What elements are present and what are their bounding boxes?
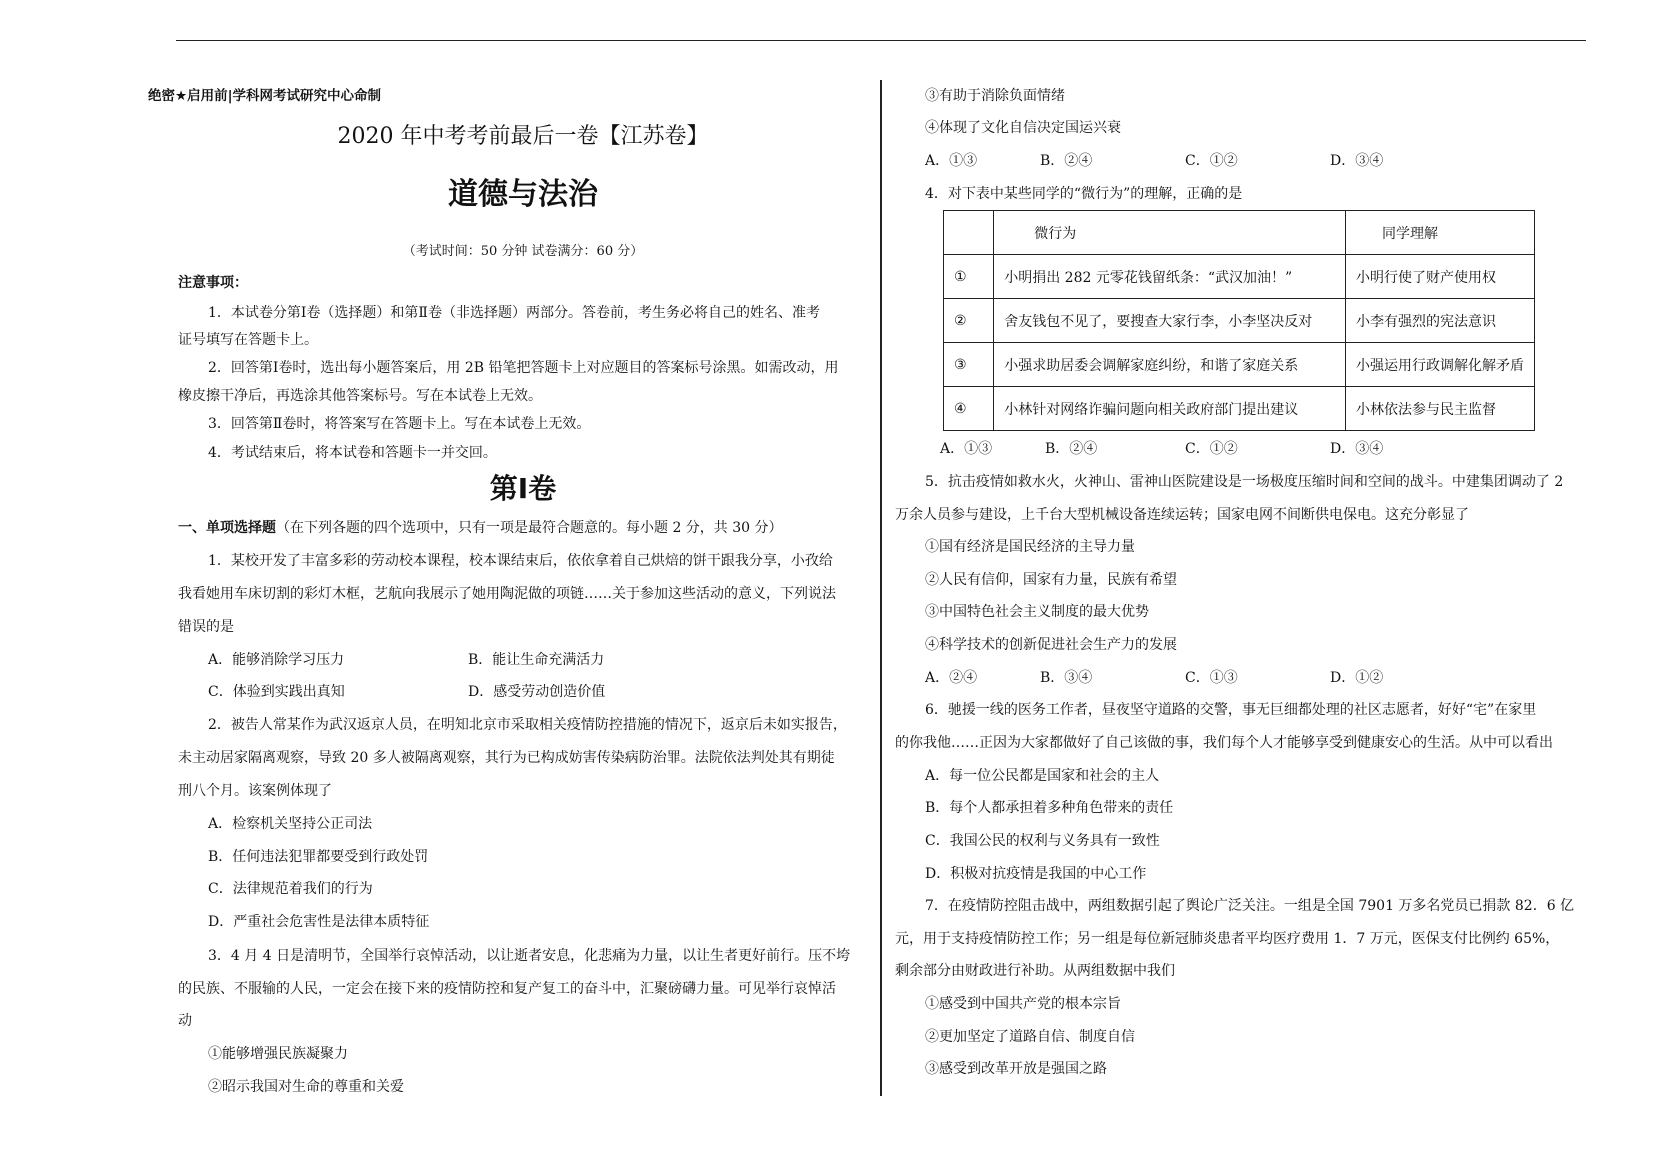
- notice-line: 3．回答第Ⅱ卷时，将答案写在答题卡上。写在本试卷上无效。: [208, 416, 591, 432]
- question-line: 万余人员参与建设，上千台大型机械设备连续运转；国家电网不间断供电保电。这充分彰显了: [895, 507, 1469, 523]
- option-d[interactable]: D．严重社会危害性是法律本质特征: [208, 914, 430, 930]
- table-header-behavior: 微行为: [994, 211, 1346, 255]
- table-header-row: [944, 211, 1535, 255]
- notice-line: 橡皮擦干净后，再选涂其他答案标号。写在本试卷上无效。: [178, 388, 542, 404]
- option-c[interactable]: C．①②: [1185, 153, 1238, 169]
- question-line: 刑八个月。该案例体现了: [178, 783, 332, 799]
- option-d[interactable]: D．积极对抗疫情是我国的中心工作: [925, 866, 1147, 882]
- table-row: [944, 255, 1535, 299]
- table-cell: ③: [944, 343, 994, 387]
- table-cell: 小明行使了财产使用权: [1346, 255, 1535, 299]
- question-line: 4．对下表中某些同学的“微行为”的理解，正确的是: [925, 186, 1243, 202]
- option-b[interactable]: B．任何违法犯罪都要受到行政处罚: [208, 849, 429, 865]
- notice-line: 1．本试卷分第Ⅰ卷（选择题）和第Ⅱ卷（非选择题）两部分。答卷前，考生务必将自己的姓名、准考: [208, 305, 820, 321]
- section-heading: [178, 518, 783, 538]
- question-line: 的你我他……正因为大家都做好了自己该做的事，我们每个人才能够享受到健康安心的生活。从中可以看出: [895, 735, 1553, 751]
- option-a[interactable]: A．能够消除学习压力: [208, 652, 345, 668]
- micro-behavior-table: [943, 210, 1535, 431]
- option-c[interactable]: C．法律规范着我们的行为: [208, 881, 373, 897]
- option-b[interactable]: B．每个人都承担着多种角色带来的责任: [925, 800, 1174, 816]
- option-d[interactable]: D．③④: [1330, 153, 1384, 169]
- question-line: 未主动居家隔离观察，导致 20 多人被隔离观察，其行为已构成妨害传染病防治罪。法院依法判处其有期徒: [178, 750, 835, 766]
- question-line: 3．4 月 4 日是清明节，全国举行哀悼活动，以让逝者安息，化悲痛为力量，以让生者更好前行。压不垮: [208, 948, 851, 964]
- question-line: 1．某校开发了丰富多彩的劳动校本课程，校本课结束后，依依拿着自己烘焙的饼干跟我分享，小孜给: [208, 553, 833, 569]
- statement-item: ④科学技术的创新促进社会生产力的发展: [925, 637, 1177, 653]
- table-cell: 小明捐出 282 元零花钱留纸条：“武汉加油！”: [994, 255, 1346, 299]
- table-cell: [944, 211, 994, 255]
- question-line: 2．被告人常某作为武汉返京人员，在明知北京市采取相关疫情防控措施的情况下，返京后未如实报告，: [208, 717, 847, 733]
- notice-line: 证号填写在答题卡上。: [178, 332, 318, 348]
- table-cell: 小强求助居委会调解家庭纠纷，和谐了家庭关系: [994, 343, 1346, 387]
- option-c[interactable]: C．①③: [1185, 670, 1238, 686]
- table-row: [944, 387, 1535, 431]
- statement-item: ①国有经济是国民经济的主导力量: [925, 539, 1135, 555]
- statement-item: ②更加坚定了道路自信、制度自信: [925, 1029, 1135, 1045]
- notice-line: 2．回答第Ⅰ卷时，选出每小题答案后，用 2B 铅笔把答题卡上对应题目的答案标号涂黑。如需改动，用: [208, 360, 839, 376]
- table-cell: 小林针对网络诈骗问题向相关政府部门提出建议: [994, 387, 1346, 431]
- notice-line: 4．考试结束后，将本试卷和答题卡一并交回。: [208, 445, 497, 461]
- table-header-understanding: 同学理解: [1346, 211, 1535, 255]
- table-cell: ①: [944, 255, 994, 299]
- section-heading-rest: （在下列各题的四个选项中，只有一项是最符合题意的。每小题 2 分，共 30 分）: [276, 520, 783, 536]
- option-c[interactable]: C．①②: [1185, 441, 1238, 457]
- option-a[interactable]: A．每一位公民都是国家和社会的主人: [925, 768, 1160, 784]
- statement-item: ③有助于消除负面情绪: [925, 88, 1065, 104]
- table-cell: 小林依法参与民主监督: [1346, 387, 1535, 431]
- option-c[interactable]: C．我国公民的权利与义务具有一致性: [925, 833, 1160, 849]
- table-row: [944, 343, 1535, 387]
- option-d[interactable]: D．③④: [1330, 441, 1384, 457]
- option-a[interactable]: A．①③: [925, 153, 978, 169]
- question-line: 6．驰援一线的医务工作者，昼夜坚守道路的交警，事无巨细都处理的社区志愿者，好好“宅”在家里: [925, 702, 1537, 718]
- header-rule: [176, 40, 1586, 41]
- secret-mark: 绝密★启用前|学科网考试研究中心命制: [148, 88, 382, 104]
- exam-title: 2020 年中考考前最后一卷【江苏卷】: [337, 124, 709, 149]
- statement-item: ③中国特色社会主义制度的最大优势: [925, 604, 1149, 620]
- exam-meta: （考试时间：50 分钟 试卷满分：60 分）: [402, 244, 644, 259]
- question-line: 我看她用车床切割的彩灯木框，艺航向我展示了她用陶泥做的项链……关于参加这些活动的意义，下列说法: [178, 586, 836, 602]
- option-a[interactable]: A．②④: [925, 670, 978, 686]
- option-b[interactable]: B．②④: [1045, 441, 1098, 457]
- statement-item: ④体现了文化自信决定国运兴衰: [925, 120, 1121, 136]
- question-line: 5．抗击疫情如救水火，火神山、雷神山医院建设是一场极度压缩时间和空间的战斗。中建集团调动了 2: [925, 474, 1564, 490]
- column-divider: [880, 80, 882, 1096]
- question-line: 动: [178, 1013, 192, 1029]
- section-heading-bold: 一、单项选择题: [178, 520, 276, 536]
- question-line: 剩余部分由财政进行补助。从两组数据中我们: [895, 963, 1175, 979]
- question-line: 的民族、不服输的人民，一定会在接下来的疫情防控和复产复工的奋斗中，汇聚磅礴力量。可见举行哀悼活: [178, 981, 836, 997]
- question-line: 错误的是: [178, 619, 234, 635]
- option-b[interactable]: B．③④: [1040, 670, 1093, 686]
- statement-item: ②人民有信仰，国家有力量，民族有希望: [925, 572, 1177, 588]
- notice-heading: 注意事项：: [178, 275, 248, 291]
- table-cell: ④: [944, 387, 994, 431]
- option-b[interactable]: B．能让生命充满活力: [468, 652, 605, 668]
- statement-item: ②昭示我国对生命的尊重和关爱: [208, 1079, 404, 1095]
- section-title: 第Ⅰ卷: [489, 472, 557, 505]
- option-a[interactable]: A．①③: [940, 441, 993, 457]
- option-d[interactable]: D．①②: [1330, 670, 1384, 686]
- statement-item: ①感受到中国共产党的根本宗旨: [925, 996, 1121, 1012]
- option-b[interactable]: B．②④: [1040, 153, 1093, 169]
- option-c[interactable]: C．体验到实践出真知: [208, 684, 345, 700]
- subject-title: 道德与法治: [448, 177, 598, 212]
- table-cell: 舍友钱包不见了，要搜查大家行李，小李坚决反对: [994, 299, 1346, 343]
- statement-item: ③感受到改革开放是强国之路: [925, 1061, 1107, 1077]
- option-a[interactable]: A．检察机关坚持公正司法: [208, 816, 373, 832]
- option-d[interactable]: D．感受劳动创造价值: [468, 684, 606, 700]
- table-row: [944, 299, 1535, 343]
- statement-item: ①能够增强民族凝聚力: [208, 1046, 348, 1062]
- table-cell: 小强运用行政调解化解矛盾: [1346, 343, 1535, 387]
- table-cell: ②: [944, 299, 994, 343]
- question-line: 元，用于支持疫情防控工作；另一组是每位新冠肺炎患者平均医疗费用 1．7 万元，医保支付比例约 65%，: [895, 931, 1560, 947]
- table-cell: 小李有强烈的宪法意识: [1346, 299, 1535, 343]
- question-line: 7．在疫情防控阻击战中，两组数据引起了舆论广泛关注。一组是全国 7901 万多名党员已捐款 82．6 亿: [925, 898, 1575, 914]
